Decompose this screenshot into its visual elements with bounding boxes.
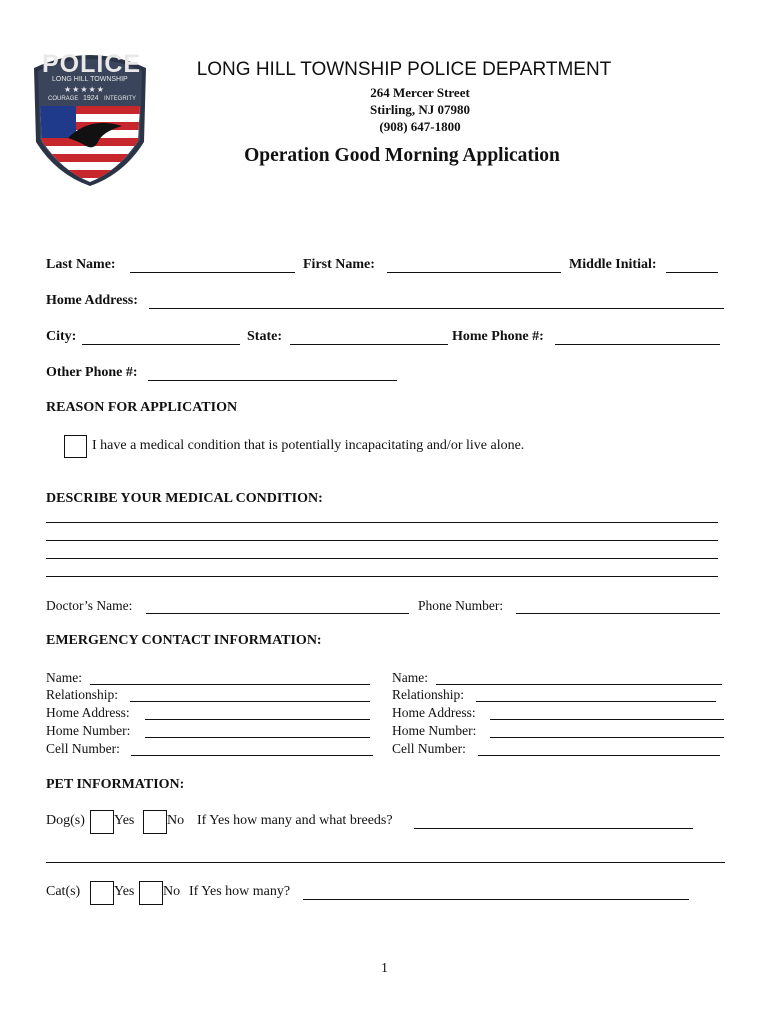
department-street: 264 Mercer Street: [370, 85, 470, 100]
state-label: State:: [247, 329, 282, 344]
emergency-left-cell-number-label: Cell Number:: [46, 741, 120, 756]
doctor-phone-label: Phone Number:: [418, 598, 504, 613]
dogs-no-label: No: [167, 813, 185, 828]
dogs-yes-label: Yes: [114, 813, 135, 828]
page-number: 1: [381, 961, 388, 976]
badge-year-text: 1924: [83, 95, 99, 102]
state-field[interactable]: [290, 344, 448, 345]
emergency-left-home-number-label: Home Number:: [46, 723, 131, 738]
badge-integrity-text: INTEGRITY: [104, 96, 137, 102]
cats-question: If Yes how many?: [189, 884, 291, 899]
dogs-label: Dog(s): [46, 813, 85, 828]
emergency-right-relationship-label: Relationship:: [392, 687, 464, 702]
emergency-left-relationship-field[interactable]: [130, 701, 370, 702]
cats-count-field[interactable]: [303, 899, 689, 900]
dogs-question: If Yes how many and what breeds?: [197, 813, 393, 828]
emergency-left-relationship-label: Relationship:: [46, 687, 118, 702]
cats-yes-label: Yes: [114, 884, 135, 899]
doctor-phone-field[interactable]: [516, 613, 720, 614]
emergency-right-relationship-field[interactable]: [476, 701, 716, 702]
doctor-name-field[interactable]: [146, 613, 409, 614]
other-phone-field[interactable]: [148, 380, 397, 381]
emergency-right-home-number-field[interactable]: [490, 737, 724, 738]
home-phone-field[interactable]: [555, 344, 720, 345]
home-address-label: Home Address:: [46, 293, 138, 308]
last-name-label: Last Name:: [46, 257, 116, 272]
city-field[interactable]: [82, 344, 240, 345]
emergency-right-name-label: Name:: [392, 670, 428, 685]
medical-heading: DESCRIBE YOUR MEDICAL CONDITION:: [46, 491, 323, 506]
city-label: City:: [46, 329, 77, 344]
emergency-right-home-address-label: Home Address:: [392, 705, 476, 720]
form-title: Operation Good Morning Application: [244, 145, 560, 166]
emergency-right-cell-number-field[interactable]: [478, 755, 720, 756]
department-city-state: Stirling, NJ 07980: [369, 102, 471, 117]
last-name-field[interactable]: [130, 272, 295, 273]
first-name-label: First Name:: [303, 257, 375, 272]
badge-courage-text: COURAGE: [48, 96, 79, 102]
reason-heading: REASON FOR APPLICATION: [46, 400, 238, 415]
pet-heading: PET INFORMATION:: [46, 777, 185, 792]
emergency-right-cell-number-label: Cell Number:: [392, 741, 466, 756]
medical-condition-checkbox[interactable]: [64, 435, 87, 458]
badge-police-text: POLICE: [42, 50, 142, 78]
department-name: LONG HILL TOWNSHIP POLICE DEPARTMENT: [196, 59, 612, 80]
badge-stars: ★★★★★: [64, 85, 105, 94]
dogs-breeds-extra-line[interactable]: [46, 862, 725, 863]
emergency-left-home-address-label: Home Address:: [46, 705, 130, 720]
cats-no-checkbox[interactable]: [139, 881, 163, 905]
emergency-left-cell-number-field[interactable]: [131, 755, 373, 756]
dogs-breeds-field[interactable]: [414, 828, 693, 829]
middle-initial-label: Middle Initial:: [569, 257, 657, 272]
cats-yes-checkbox[interactable]: [90, 881, 114, 905]
emergency-right-home-number-label: Home Number:: [392, 723, 477, 738]
emergency-right-name-field[interactable]: [436, 684, 722, 685]
middle-initial-field[interactable]: [666, 272, 718, 273]
other-phone-label: Other Phone #:: [46, 365, 138, 380]
emergency-left-home-address-field[interactable]: [145, 719, 370, 720]
badge-township-text: LONG HILL TOWNSHIP: [52, 76, 128, 83]
cats-label: Cat(s): [46, 884, 81, 899]
doctor-name-label: Doctor’s Name:: [46, 598, 133, 613]
dogs-no-checkbox[interactable]: [143, 810, 167, 834]
medical-description-line-4[interactable]: [46, 576, 718, 577]
department-phone: (908) 647-1800: [379, 119, 461, 134]
medical-description-line-1[interactable]: [46, 522, 718, 523]
medical-description-line-3[interactable]: [46, 558, 718, 559]
cats-no-label: No: [163, 884, 181, 899]
emergency-left-name-field[interactable]: [90, 684, 370, 685]
emergency-left-home-number-field[interactable]: [145, 737, 370, 738]
dogs-yes-checkbox[interactable]: [90, 810, 114, 834]
emergency-left-name-label: Name:: [46, 670, 82, 685]
emergency-heading: EMERGENCY CONTACT INFORMATION:: [46, 633, 322, 648]
first-name-field[interactable]: [387, 272, 561, 273]
home-address-field[interactable]: [149, 308, 724, 309]
medical-condition-option-text: I have a medical condition that is potentially incapacitating and/or live alone.: [92, 438, 525, 453]
medical-description-line-2[interactable]: [46, 540, 718, 541]
emergency-right-home-address-field[interactable]: [490, 719, 724, 720]
home-phone-label: Home Phone #:: [452, 329, 544, 344]
police-badge-logo: [28, 46, 152, 186]
